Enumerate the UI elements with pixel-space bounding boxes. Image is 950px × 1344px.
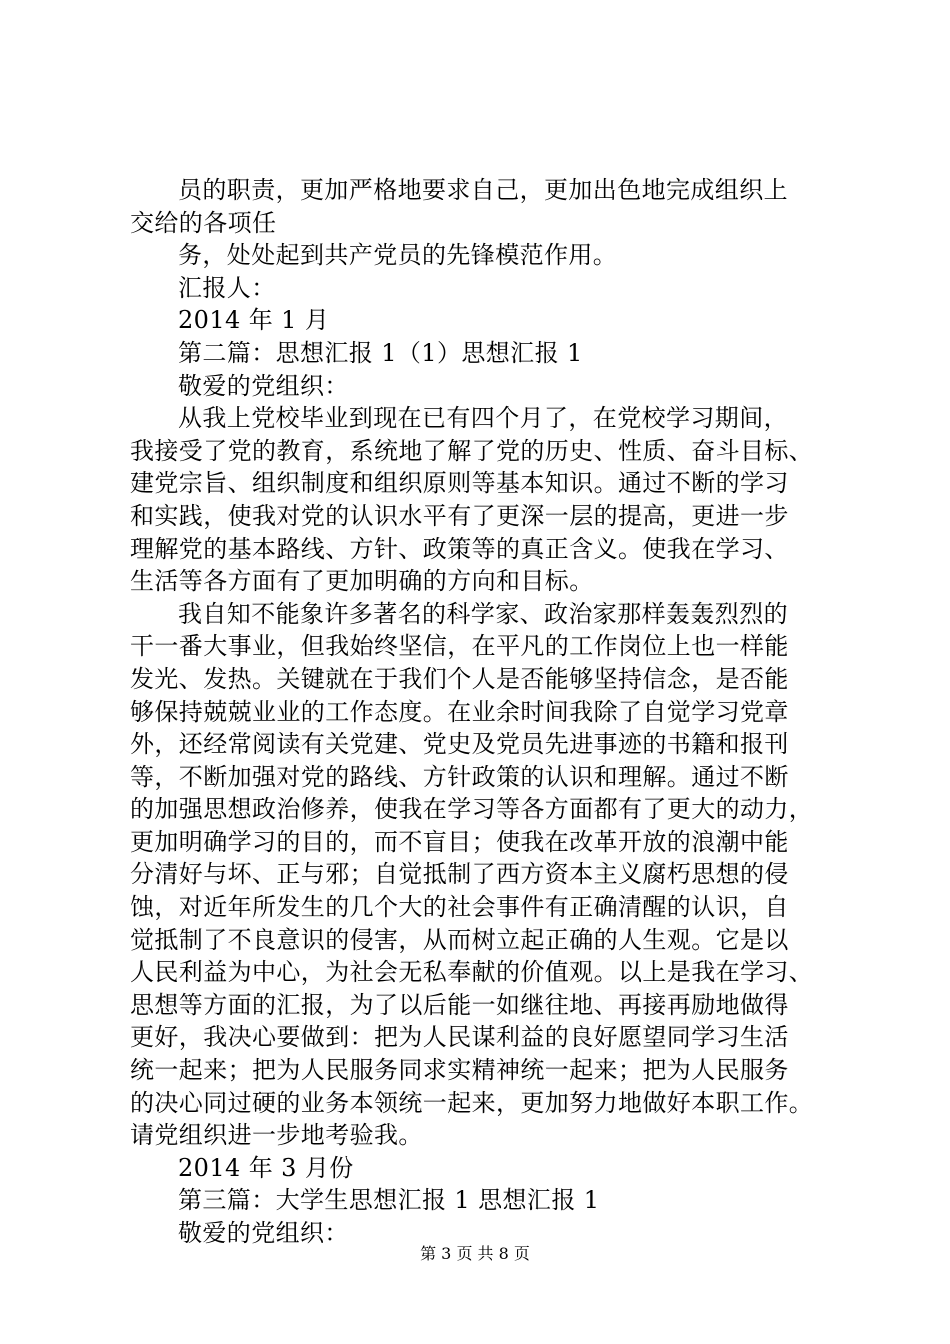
- section-title-3: 第三篇：大学生思想汇报 1 思想汇报 1: [178, 1186, 600, 1215]
- text-line: 觉抵制了不良意识的侵害，从而树立起正确的人生观。它是以: [130, 925, 789, 954]
- salutation: 敬爱的党组织：: [178, 371, 349, 400]
- text-line: 务，处处起到共产党员的先锋模范作用。: [178, 241, 618, 270]
- text-line: 从我上党校毕业到现在已有四个月了，在党校学习期间，: [178, 404, 788, 433]
- text-line: 更加明确学习的目的，而不盲目；使我在改革开放的浪潮中能: [130, 827, 789, 856]
- page-number-footer: 第 3 页 共 8 页: [420, 1244, 530, 1263]
- text-line: 够保持兢兢业业的工作态度。在业余时间我除了自觉学习党章: [130, 697, 789, 726]
- text-line: 的决心同过硬的业务本领统一起来，更加努力地做好本职工作。: [130, 1088, 814, 1117]
- text-line: 统一起来；把为人民服务同求实精神统一起来；把为人民服务: [130, 1056, 789, 1085]
- text-line: 思想等方面的汇报，为了以后能一如继往地、再接再励地做得: [130, 990, 789, 1019]
- salutation: 敬爱的党组织：: [178, 1219, 349, 1247]
- text-line: 和实践，使我对党的认识水平有了更深一层的提高，更进一步: [130, 501, 789, 530]
- text-line: 我接受了党的教育，系统地了解了党的历史、性质、奋斗目标、: [130, 436, 814, 465]
- text-line: 蚀，对近年所发生的几个大的社会事件有正确清醒的认识，自: [130, 893, 789, 922]
- document-body: [130, 174, 830, 1250]
- reporter-label: 汇报人：: [178, 273, 276, 302]
- text-line: 干一番大事业，但我始终坚信，在平凡的工作岗位上也一样能: [130, 632, 789, 661]
- date-line: 2014 年 3 月份: [178, 1153, 354, 1182]
- text-line: 更好，我决心要做到：把为人民谋利益的良好愿望同学习生活: [130, 1023, 789, 1052]
- text-line: 分清好与坏、正与邪；自觉抵制了西方资本主义腐朽思想的侵: [130, 860, 789, 889]
- text-line: 人民利益为中心，为社会无私奉献的价值观。以上是我在学习、: [130, 958, 814, 987]
- section-title-2: 第二篇：思想汇报 1（1）思想汇报 1: [178, 338, 583, 367]
- text-line: 理解党的基本路线、方针、政策等的真正含义。使我在学习、: [130, 534, 789, 563]
- text-line: 请党组织进一步地考验我。: [130, 1121, 423, 1150]
- text-line: 交给的各项任: [130, 208, 277, 237]
- text-line: 等，不断加强对党的路线、方针政策的认识和理解。通过不断: [130, 762, 789, 791]
- text-line: 生活等各方面有了更加明确的方向和目标。: [130, 567, 594, 596]
- text-line: 的加强思想政治修养，使我在学习等各方面都有了更大的动力，: [130, 795, 814, 824]
- date-line: 2014 年 1 月: [178, 306, 330, 335]
- text-line: 建党宗旨、组织制度和组织原则等基本知识。通过不断的学习: [130, 469, 789, 498]
- text-line: 发光、发热。关键就在于我们个人是否能够坚持信念，是否能: [130, 664, 789, 693]
- text-line: 员的职责，更加严格地要求自己，更加出色地完成组织上: [178, 176, 788, 204]
- text-line: 我自知不能象许多著名的科学家、政治家那样轰轰烈烈的: [178, 599, 788, 628]
- text-line: 外，还经常阅读有关党建、党史及党员先进事迹的书籍和报刊: [130, 730, 789, 759]
